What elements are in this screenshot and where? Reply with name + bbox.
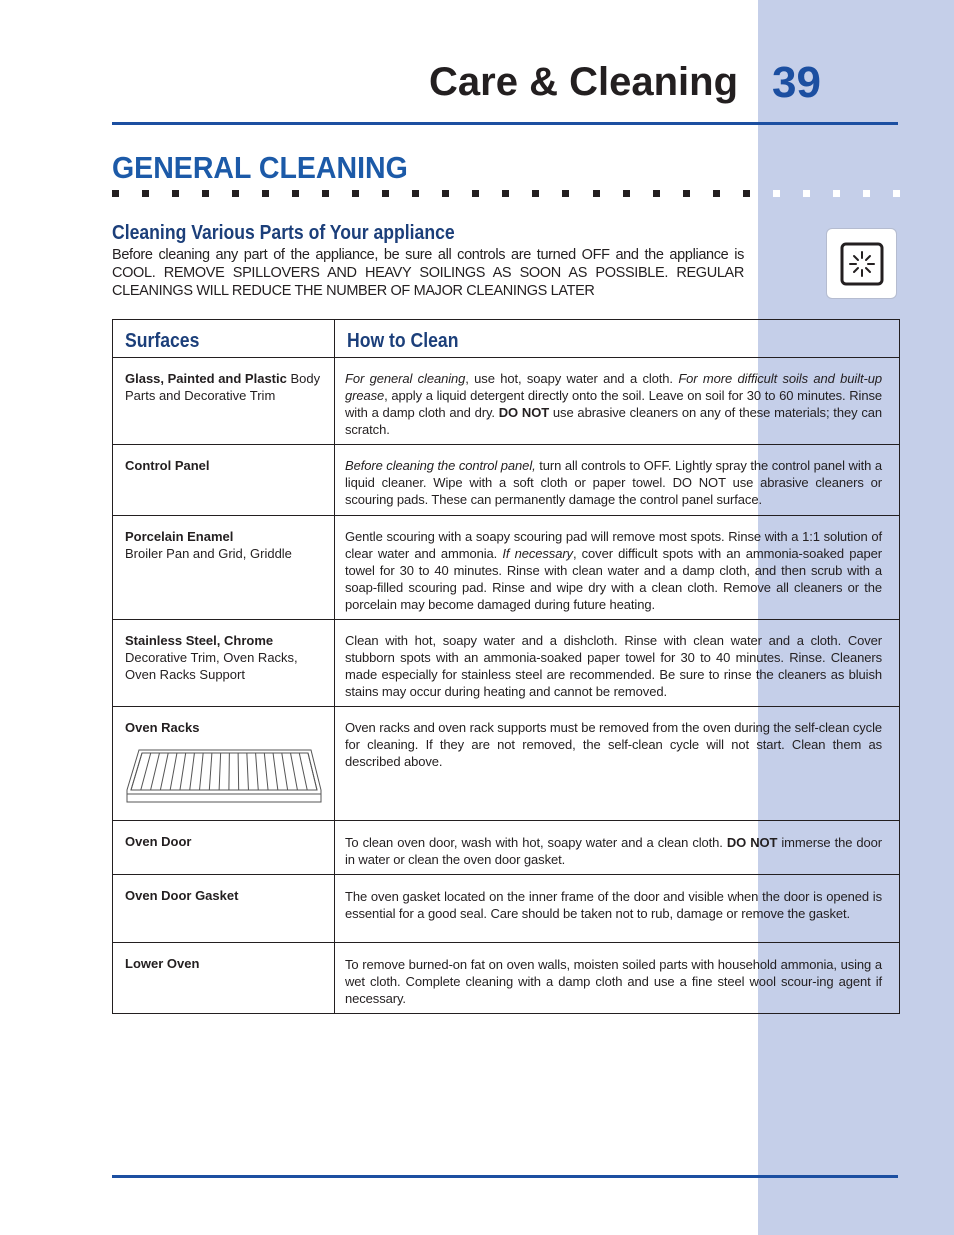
surface-detail: Broiler Pan and Grid, Griddle [125, 546, 292, 561]
divider-dot [743, 190, 750, 197]
table-row [113, 875, 900, 943]
how-to-clean-text: Before cleaning the control panel, [345, 458, 536, 473]
divider-dot [202, 190, 209, 197]
page-header-title: Care & Cleaning [429, 60, 738, 104]
divider-dot [502, 190, 509, 197]
divider-dot [232, 190, 239, 197]
divider-dot [683, 190, 690, 197]
dotted-divider [112, 190, 900, 198]
footer-divider [112, 1175, 898, 1178]
how-to-clean-cell [335, 358, 900, 445]
how-to-clean-text: To clean oven door, wash with hot, soapy water and a clean cloth. [345, 835, 727, 850]
divider-dot [593, 190, 600, 197]
surface-title: Stainless Steel, Chrome [125, 633, 274, 648]
sub-heading: Cleaning Various Parts of Your appliance [112, 222, 455, 244]
how-to-clean-cell [335, 620, 900, 707]
how-to-clean-text: Gentle scouring with a soapy scouring pad will remove most spots. Rinse with a 1:1 solution of clear water and ammonia. [345, 529, 882, 561]
cleaning-table [112, 319, 900, 1014]
surface-title: Control Panel [125, 458, 210, 473]
how-to-clean-text: turn all controls to OFF. Lightly spray the control panel with a liquid cleaner. Wipe with a soft cloth or paper towel. DO NOT use abrasive cleaners or scouring pads. These can permanently damage the control panel surface. [345, 458, 882, 507]
how-to-clean-cell [335, 943, 900, 1014]
how-to-clean-text: Oven racks and oven rack supports must be removed from the oven during the self-clean cycle for cleaning. If they are not removed, the self-clean cycle will not start. Clean them as described above. [345, 720, 882, 769]
how-to-clean-text: Clean with hot, soapy water and a dishcloth. Rinse with clean water and a cloth. Cover stubborn spots with an ammonia-soaked paper towel for 30 to 40 minutes. Rinse. Cleaners made especially for stainless steel are recommended. Be sure to rinse the cleaners as bluish stains may occur during heating and cannot be removed. [345, 633, 882, 699]
self-clean-sparkle-icon [840, 242, 884, 286]
divider-dot [292, 190, 299, 197]
table-row [113, 358, 900, 445]
surface-title: Oven Door Gasket [125, 888, 239, 903]
divider-dot [322, 190, 329, 197]
divider-dot [833, 190, 840, 197]
divider-dot [352, 190, 359, 197]
how-to-clean-text: DO NOT [726, 835, 778, 850]
surface-title: Porcelain Enamel [125, 529, 234, 544]
surface-detail: Body Parts and Decorative Trim [125, 371, 321, 403]
divider-dot [653, 190, 660, 197]
how-to-clean-text: , cover difficult spots with an ammonia-soaked paper towel for 30 to 40 minutes. Rinse with clean water and a damp cloth, and then scrub with a soap-filled scouring pad. Rinse and wipe dry with a clean cloth. Remove all cleaners or the porcelain may become damaged during future heating. [345, 546, 882, 612]
how-to-clean-text: use abrasive cleaners on any of these materials; they can scratch. [345, 405, 882, 437]
divider-dot [623, 190, 630, 197]
section-title: GENERAL CLEANING [112, 150, 408, 185]
surface-cell [113, 445, 335, 516]
table-row [113, 516, 900, 620]
divider-dot [803, 190, 810, 197]
surface-cell [113, 875, 335, 943]
divider-dot [412, 190, 419, 197]
divider-dot [713, 190, 720, 197]
how-to-clean-cell [335, 707, 900, 821]
surface-detail: Decorative Trim, Oven Racks, Oven Racks Support [125, 650, 298, 682]
how-to-clean-text: immerse the door in water or clean the oven door gasket. [345, 835, 882, 867]
divider-dot [172, 190, 179, 197]
surface-cell [113, 516, 335, 620]
divider-dot [142, 190, 149, 197]
self-clean-icon-badge [826, 228, 897, 299]
column-header-how-to-clean: How to Clean [335, 320, 900, 358]
surface-cell [113, 358, 335, 445]
how-to-clean-text: DO NOT [498, 405, 550, 420]
how-to-clean-text: If necessary [502, 546, 573, 561]
surface-title: Oven Racks [125, 720, 200, 735]
surface-title: Oven Door [125, 834, 192, 849]
intro-paragraph: Before cleaning any part of the appliance, be sure all controls are turned OFF and the appliance is COOL. REMOVE SPILLOVERS AND HEAVY SOILINGS AS SOON AS POSSIBLE. REGULAR CLEANINGS WILL REDUCE THE NUMBER OF MAJOR CLEANINGS LATER [112, 247, 744, 299]
how-to-clean-cell [335, 821, 900, 875]
oven-rack-illustration [125, 746, 323, 808]
table-row [113, 620, 900, 707]
divider-dot [863, 190, 870, 197]
surface-title: Lower Oven [125, 956, 200, 971]
divider-dot [893, 190, 900, 197]
how-to-clean-text: , apply a liquid detergent directly onto the soil. Leave on soil for 30 to 60 minutes. Rinse with a damp cloth and dry. [345, 388, 882, 420]
divider-dot [382, 190, 389, 197]
divider-dot [773, 190, 780, 197]
table-row [113, 445, 900, 516]
divider-dot [562, 190, 569, 197]
surface-cell [113, 707, 335, 821]
surface-cell [113, 821, 335, 875]
table-row [113, 707, 900, 821]
column-header-surfaces: Surfaces [113, 320, 335, 358]
page-number: 39 [772, 58, 821, 107]
surface-cell [113, 620, 335, 707]
header-divider [112, 122, 898, 125]
divider-dot [262, 190, 269, 197]
how-to-clean-cell [335, 875, 900, 943]
table-header-row [113, 320, 900, 358]
how-to-clean-cell [335, 516, 900, 620]
surface-cell [113, 943, 335, 1014]
divider-dot [532, 190, 539, 197]
how-to-clean-text: To remove burned-on fat on oven walls, moisten soiled parts with household ammonia, using a wet cloth. Complete cleaning with a damp cloth and use a fine steel wool scour-ing agent if necessary. [345, 957, 882, 1006]
table-row [113, 821, 900, 875]
how-to-clean-text: For more difficult soils and built-up grease [345, 371, 882, 403]
how-to-clean-text: , use hot, soapy water and a cloth. [465, 371, 679, 386]
divider-dot [472, 190, 479, 197]
how-to-clean-cell [335, 445, 900, 516]
divider-dot [112, 190, 119, 197]
divider-dot [442, 190, 449, 197]
how-to-clean-text: The oven gasket located on the inner frame of the door and visible when the door is opened is essential for a good seal. Care should be taken not to rub, damage or remove the gasket. [345, 889, 882, 921]
how-to-clean-text: For general cleaning [345, 371, 466, 386]
table-row [113, 943, 900, 1014]
surface-title: Glass, Painted and Plastic [125, 371, 287, 386]
